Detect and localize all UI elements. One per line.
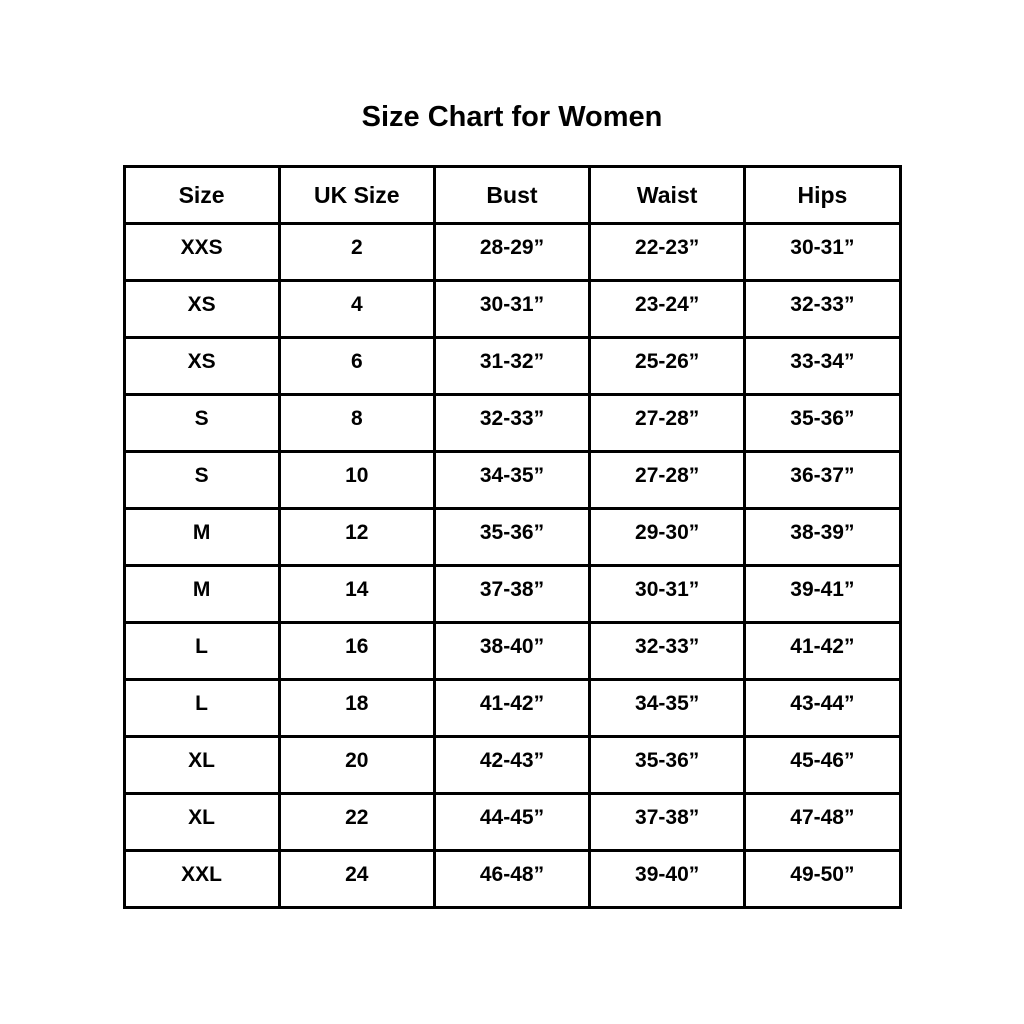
table-cell: L <box>124 623 279 680</box>
table-cell: 16 <box>279 623 434 680</box>
table-cell: 49-50” <box>745 851 900 908</box>
table-cell: 45-46” <box>745 737 900 794</box>
table-cell: 35-36” <box>745 395 900 452</box>
table-body <box>124 224 900 908</box>
size-chart-table <box>123 165 902 909</box>
table-cell: 30-31” <box>590 566 745 623</box>
table-cell: 47-48” <box>745 794 900 851</box>
table-cell: 24 <box>279 851 434 908</box>
table-cell: 22-23” <box>590 224 745 281</box>
table-row <box>124 509 900 566</box>
table-cell: 34-35” <box>434 452 589 509</box>
table-cell: 27-28” <box>590 452 745 509</box>
table-cell: M <box>124 509 279 566</box>
table-row <box>124 737 900 794</box>
table-cell: 33-34” <box>745 338 900 395</box>
table-cell: XXS <box>124 224 279 281</box>
table-cell: XL <box>124 794 279 851</box>
column-header-uk-size: UK Size <box>279 167 434 224</box>
table-cell: 28-29” <box>434 224 589 281</box>
table-cell: 8 <box>279 395 434 452</box>
column-header-waist: Waist <box>590 167 745 224</box>
table-cell: 6 <box>279 338 434 395</box>
table-cell: 41-42” <box>745 623 900 680</box>
table-cell: 36-37” <box>745 452 900 509</box>
table-row <box>124 566 900 623</box>
table-cell: 27-28” <box>590 395 745 452</box>
table-cell: 37-38” <box>590 794 745 851</box>
table-cell: 31-32” <box>434 338 589 395</box>
table-cell: 30-31” <box>745 224 900 281</box>
table-cell: L <box>124 680 279 737</box>
table-cell: 38-39” <box>745 509 900 566</box>
table-cell: 34-35” <box>590 680 745 737</box>
table-cell: 10 <box>279 452 434 509</box>
column-header-size: Size <box>124 167 279 224</box>
table-cell: 35-36” <box>434 509 589 566</box>
table-cell: S <box>124 452 279 509</box>
table-cell: XS <box>124 281 279 338</box>
column-header-hips: Hips <box>745 167 900 224</box>
table-cell: 37-38” <box>434 566 589 623</box>
table-row <box>124 395 900 452</box>
table-cell: 25-26” <box>590 338 745 395</box>
table-cell: XL <box>124 737 279 794</box>
table-row <box>124 338 900 395</box>
table-cell: 12 <box>279 509 434 566</box>
table-cell: 39-41” <box>745 566 900 623</box>
table-cell: XS <box>124 338 279 395</box>
table-cell: 4 <box>279 281 434 338</box>
table-cell: 18 <box>279 680 434 737</box>
table-cell: 2 <box>279 224 434 281</box>
table-row <box>124 452 900 509</box>
table-row <box>124 680 900 737</box>
table-cell: 35-36” <box>590 737 745 794</box>
table-cell: 22 <box>279 794 434 851</box>
table-cell: 42-43” <box>434 737 589 794</box>
table-cell: 32-33” <box>745 281 900 338</box>
table-cell: XXL <box>124 851 279 908</box>
table-cell: M <box>124 566 279 623</box>
table-row <box>124 794 900 851</box>
table-cell: 14 <box>279 566 434 623</box>
table-header-row <box>124 167 900 224</box>
table-row <box>124 224 900 281</box>
table-cell: 32-33” <box>434 395 589 452</box>
column-header-bust: Bust <box>434 167 589 224</box>
table-cell: 23-24” <box>590 281 745 338</box>
table-cell: S <box>124 395 279 452</box>
table-cell: 39-40” <box>590 851 745 908</box>
table-row <box>124 281 900 338</box>
table-cell: 30-31” <box>434 281 589 338</box>
page-title: Size Chart for Women <box>361 101 663 133</box>
table-cell: 46-48” <box>434 851 589 908</box>
table-cell: 38-40” <box>434 623 589 680</box>
table-cell: 20 <box>279 737 434 794</box>
table-header <box>124 167 900 224</box>
table-row <box>124 623 900 680</box>
table-cell: 44-45” <box>434 794 589 851</box>
table-row <box>124 851 900 908</box>
table-cell: 29-30” <box>590 509 745 566</box>
table-cell: 41-42” <box>434 680 589 737</box>
table-cell: 43-44” <box>745 680 900 737</box>
table-cell: 32-33” <box>590 623 745 680</box>
